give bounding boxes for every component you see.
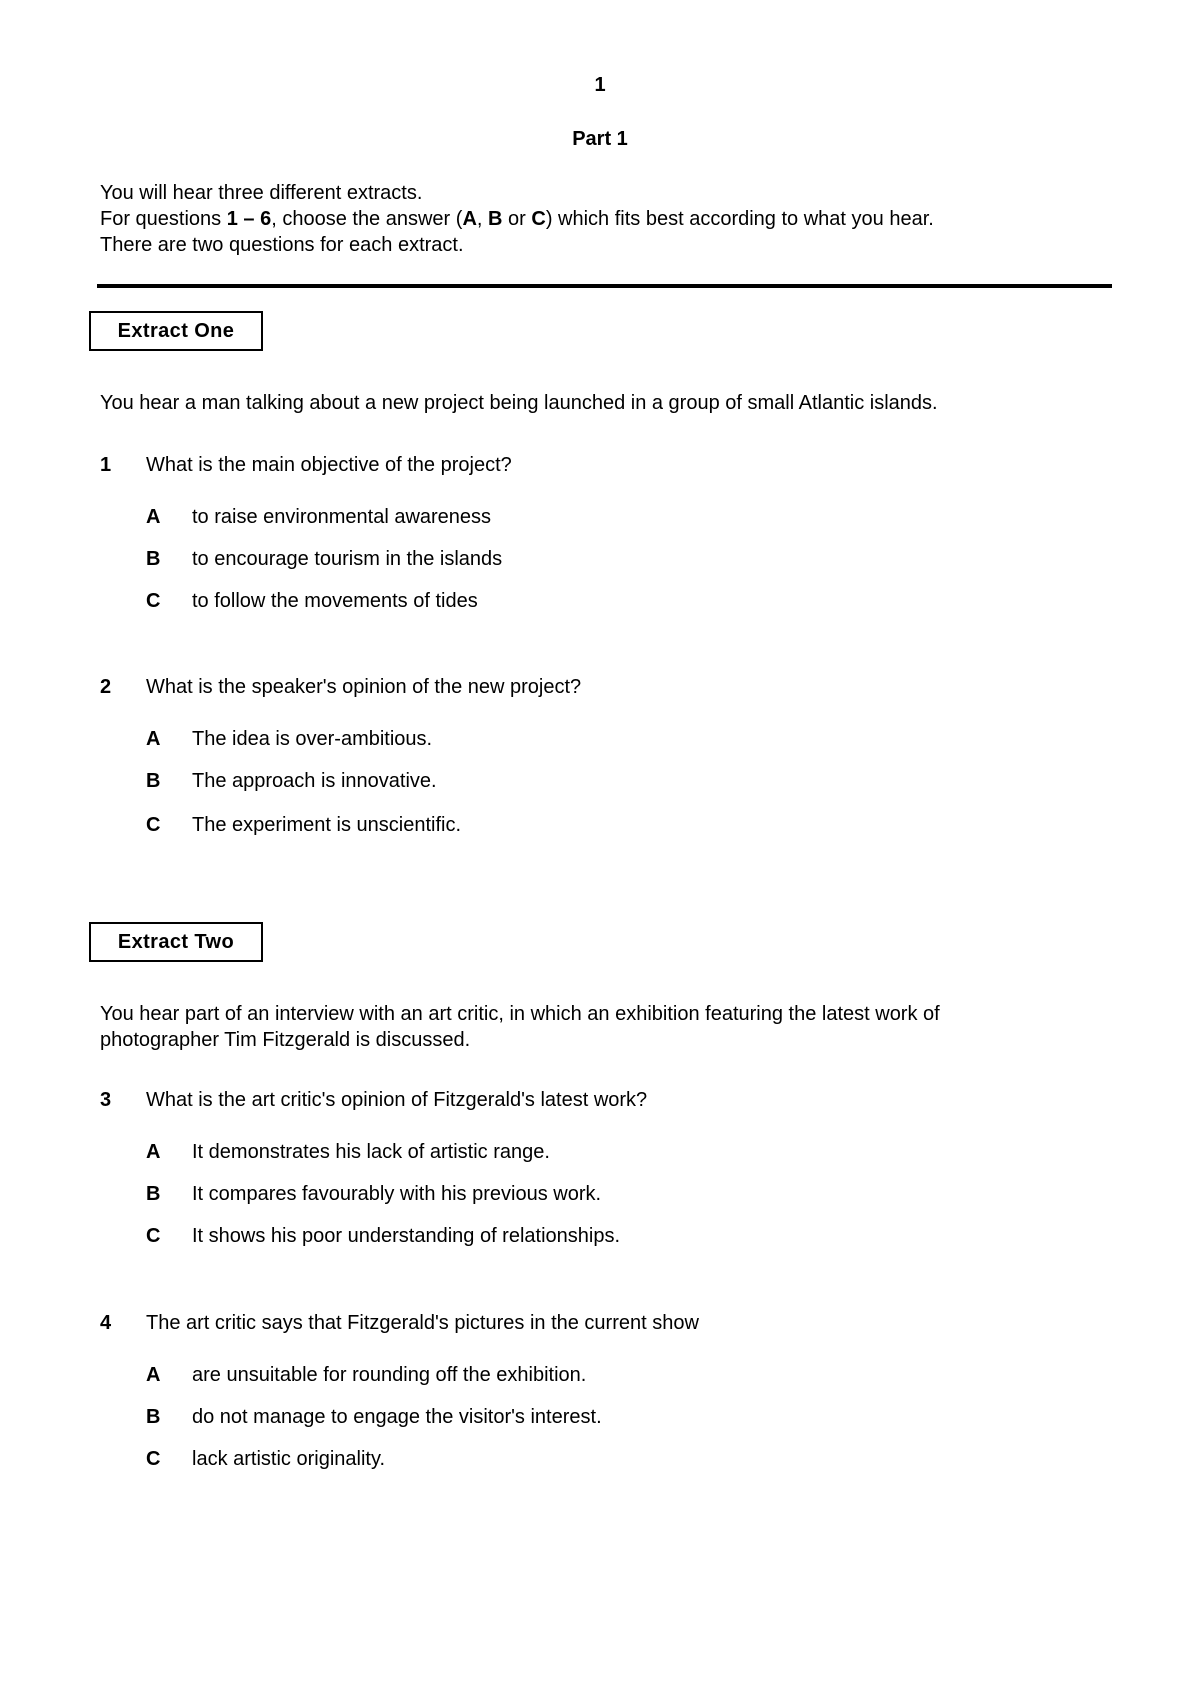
answer-option[interactable] (146, 814, 461, 837)
option-letter-b: B (488, 208, 503, 230)
instruction-line-2 (100, 206, 934, 232)
extract-heading: Extract One (89, 311, 263, 351)
answer-option[interactable] (146, 728, 432, 751)
option-letter: C (146, 1225, 161, 1247)
extract-heading: Extract Two (89, 922, 263, 962)
option-text: The approach is innovative. (192, 770, 437, 792)
section-divider (97, 284, 1112, 288)
answer-option[interactable] (146, 770, 437, 793)
option-text: to encourage tourism in the islands (192, 548, 503, 570)
option-text: It compares favourably with his previous work. (192, 1183, 602, 1205)
option-letter-a: A (462, 208, 477, 230)
answer-option[interactable] (146, 1448, 385, 1471)
answer-option[interactable] (146, 1141, 550, 1164)
option-text: do not manage to engage the visitor's interest. (192, 1406, 602, 1428)
option-letter: A (146, 1364, 161, 1386)
instructions (100, 180, 934, 258)
option-text: It demonstrates his lack of artistic range. (192, 1141, 550, 1163)
question-text: What is the speaker's opinion of the new project? (146, 676, 582, 698)
question (100, 1089, 647, 1112)
option-letter: B (146, 548, 161, 570)
question-number: 3 (100, 1089, 112, 1111)
option-letter: A (146, 1141, 161, 1163)
option-letter: C (146, 590, 161, 612)
instruction-text: ) which fits best according to what you hear. (545, 208, 934, 230)
answer-option[interactable] (146, 506, 491, 529)
answer-option[interactable] (146, 1225, 620, 1248)
question (100, 454, 512, 477)
answer-option[interactable] (146, 1183, 601, 1206)
option-text: It shows his poor understanding of relationships. (192, 1225, 621, 1247)
extract-context-line-2: photographer Tim Fitzgerald is discussed. (100, 1029, 471, 1051)
question-range: 1 – 6 (226, 208, 272, 230)
instruction-line-3: There are two questions for each extract. (100, 234, 464, 256)
extract-context-line-1: You hear part of an interview with an art critic, in which an exhibition featuring the latest work of (100, 1003, 940, 1025)
instruction-line-1: You will hear three different extracts. (100, 182, 423, 204)
question (100, 1312, 699, 1335)
option-text: The idea is over-ambitious. (192, 728, 433, 750)
option-letter: B (146, 770, 161, 792)
option-letter-c: C (531, 208, 546, 230)
option-text: are unsuitable for rounding off the exhibition. (192, 1364, 587, 1386)
option-letter: A (146, 728, 161, 750)
question-text: The art critic says that Fitzgerald's pictures in the current show (146, 1312, 699, 1334)
extract-context: You hear a man talking about a new project being launched in a group of small Atlantic islands. (100, 392, 938, 414)
page-number: 1 (594, 74, 606, 96)
option-text: The experiment is unscientific. (192, 814, 462, 836)
option-text: lack artistic originality. (192, 1448, 386, 1470)
option-text: to follow the movements of tides (192, 590, 478, 612)
question (100, 676, 581, 699)
answer-option[interactable] (146, 548, 502, 571)
option-letter: B (146, 1183, 161, 1205)
option-letter: A (146, 506, 161, 528)
answer-option[interactable] (146, 590, 478, 613)
question-number: 1 (100, 454, 112, 476)
question-text: What is the art critic's opinion of Fitzgerald's latest work? (146, 1089, 648, 1111)
instruction-text: or (502, 208, 532, 230)
option-letter: C (146, 814, 161, 836)
extract-context (100, 1001, 1100, 1053)
instruction-text: , choose the answer ( (271, 208, 463, 230)
option-text: to raise environmental awareness (192, 506, 492, 528)
option-letter: C (146, 1448, 161, 1470)
part-title: Part 1 (572, 128, 628, 150)
question-number: 2 (100, 676, 112, 698)
question-text: What is the main objective of the project? (146, 454, 512, 476)
answer-option[interactable] (146, 1406, 602, 1429)
instruction-text: , (476, 208, 489, 230)
instruction-text: For questions (100, 208, 227, 230)
question-number: 4 (100, 1312, 112, 1334)
option-letter: B (146, 1406, 161, 1428)
answer-option[interactable] (146, 1364, 586, 1387)
